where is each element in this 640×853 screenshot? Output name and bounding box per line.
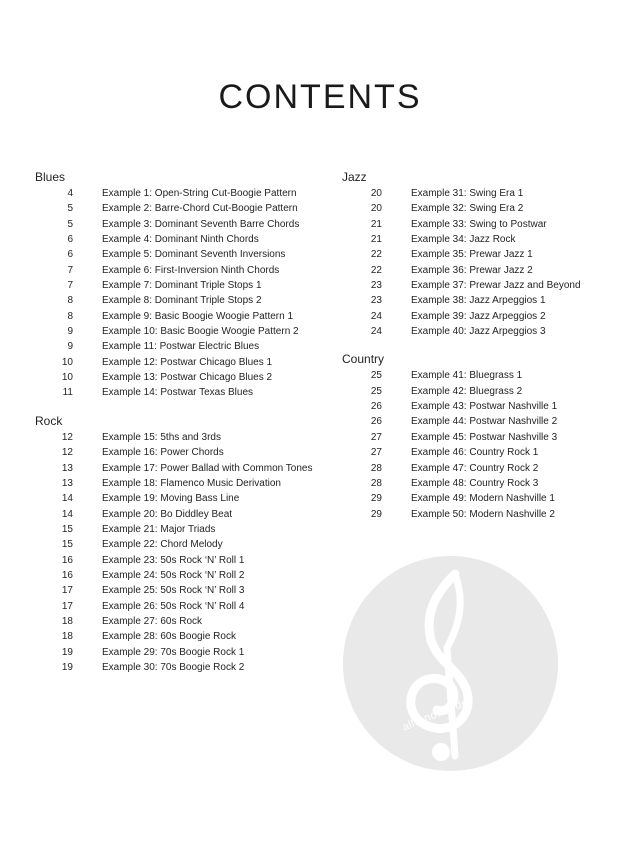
entry-title: Example 21: Major Triads: [102, 523, 216, 535]
page-number: 21: [370, 234, 382, 246]
toc-entry: [35, 491, 335, 506]
entry-title: Example 48: Country Rock 3: [411, 477, 539, 489]
toc-entry: [35, 324, 335, 339]
entry-title: Example 46: Country Rock 1: [411, 447, 539, 459]
entry-title: Example 37: Prewar Jazz and Beyond: [411, 280, 581, 292]
page-number: 9: [67, 341, 73, 353]
entry-title: Example 14: Postwar Texas Blues: [102, 387, 254, 399]
toc-entry: [342, 293, 640, 308]
toc-entry: [342, 186, 640, 201]
watermark-text: alle-noten.de: [400, 696, 471, 734]
toc-entry: [35, 370, 335, 385]
page-number: 28: [370, 462, 382, 474]
page-number: 10: [61, 372, 73, 384]
entry-title: Example 20: Bo Diddley Beat: [102, 508, 233, 520]
entry-title: Example 17: Power Ballad with Common Tones: [102, 462, 313, 474]
page-number: 5: [67, 203, 73, 215]
page-number: 23: [370, 280, 382, 292]
page-number: 23: [370, 295, 382, 307]
entry-title: Example 28: 60s Boogie Rock: [102, 631, 236, 643]
entry-title: Example 36: Prewar Jazz 2: [411, 264, 533, 276]
treble-clef-icon: [343, 556, 558, 771]
page-number: 6: [67, 234, 73, 246]
toc-entry: [35, 445, 335, 460]
entry-title: Example 13: Postwar Chicago Blues 2: [102, 372, 273, 384]
section-title: Rock: [35, 413, 63, 428]
entry-title: Example 8: Dominant Triple Stops 2: [102, 295, 262, 307]
section-title: Country: [342, 352, 385, 367]
page-number: 25: [370, 370, 382, 382]
entry-title: Example 16: Power Chords: [102, 447, 224, 459]
entry-title: Example 10: Basic Boogie Woogie Pattern 2: [102, 326, 299, 338]
toc-entry: [342, 445, 640, 460]
entry-title: Example 26: 50s Rock ‘N’ Roll 4: [102, 600, 245, 612]
entry-title: Example 27: 60s Rock: [102, 615, 203, 627]
toc-section: [35, 414, 335, 676]
page-number: 21: [370, 218, 382, 230]
toc-section: [35, 170, 335, 401]
page-number: 15: [61, 523, 73, 535]
entry-title: Example 42: Bluegrass 2: [411, 385, 523, 397]
entry-title: Example 7: Dominant Triple Stops 1: [102, 280, 262, 292]
toc-entry: [35, 278, 335, 293]
entry-title: Example 5: Dominant Seventh Inversions: [102, 249, 286, 261]
toc-entry: [342, 507, 640, 522]
page-number: 16: [61, 554, 73, 566]
page-number: 10: [61, 356, 73, 368]
page-number: 12: [61, 431, 73, 443]
page-number: 11: [62, 387, 73, 399]
entry-title: Example 38: Jazz Arpeggios 1: [411, 295, 546, 307]
toc-entry: [35, 355, 335, 370]
page-number: 29: [370, 493, 382, 505]
toc-section: [342, 352, 640, 521]
entry-title: Example 1: Open-String Cut-Boogie Pattern: [102, 188, 297, 199]
toc-entry: [342, 247, 640, 262]
page-number: 4: [67, 188, 73, 199]
entry-title: Example 41: Bluegrass 1: [411, 370, 523, 382]
page-number: 12: [61, 447, 73, 459]
toc-entry: [35, 507, 335, 522]
page-number: 19: [61, 661, 73, 673]
toc-entry: [35, 339, 335, 354]
toc-entry: [35, 583, 335, 598]
toc-entry: [342, 201, 640, 216]
entry-title: Example 31: Swing Era 1: [411, 188, 524, 199]
toc-entry: [342, 430, 640, 445]
entry-title: Example 24: 50s Rock ‘N’ Roll 2: [102, 569, 245, 581]
toc-entry: [35, 599, 335, 614]
page-number: 17: [61, 585, 73, 597]
entry-title: Example 3: Dominant Seventh Barre Chords: [102, 218, 300, 230]
toc-entry: [35, 232, 335, 247]
toc-entry: [342, 309, 640, 324]
toc-entry: [342, 384, 640, 399]
section-title: Jazz: [342, 170, 367, 184]
page-number: 7: [67, 280, 73, 292]
page-number: 27: [370, 447, 382, 459]
toc-entry: [35, 247, 335, 262]
page-number: 26: [370, 416, 382, 428]
page-number: 9: [67, 326, 73, 338]
toc-entry: [35, 293, 335, 308]
page-number: 13: [61, 462, 73, 474]
page-number: 22: [370, 264, 382, 276]
page-number: 22: [370, 249, 382, 261]
entry-title: Example 2: Barre-Chord Cut-Boogie Pattern: [102, 203, 298, 215]
page-number: 24: [370, 326, 382, 338]
toc-entry: [35, 461, 335, 476]
toc-entry: [342, 324, 640, 339]
entry-title: Example 18: Flamenco Music Derivation: [102, 477, 281, 489]
entry-title: Example 50: Modern Nashville 2: [411, 508, 555, 520]
toc-entry: [35, 660, 335, 675]
entry-title: Example 32: Swing Era 2: [411, 203, 524, 215]
toc-entry: [35, 476, 335, 491]
toc-entry: [342, 278, 640, 293]
page-number: 6: [67, 249, 73, 261]
entry-title: Example 30: 70s Boogie Rock 2: [102, 661, 245, 673]
entry-title: Example 6: First-Inversion Ninth Chords: [102, 264, 280, 276]
toc-entry: [342, 217, 640, 232]
entry-title: Example 11: Postwar Electric Blues: [102, 341, 260, 353]
entry-title: Example 19: Moving Bass Line: [102, 493, 240, 505]
page-number: 24: [370, 310, 382, 322]
entry-title: Example 45: Postwar Nashville 3: [411, 431, 558, 443]
toc-entry: [35, 217, 335, 232]
entry-title: Example 39: Jazz Arpeggios 2: [411, 310, 546, 322]
entry-title: Example 22: Chord Melody: [102, 539, 223, 551]
entry-title: Example 15: 5ths and 3rds: [102, 431, 221, 443]
page-number: 18: [61, 615, 73, 627]
entry-title: Example 4: Dominant Ninth Chords: [102, 234, 259, 246]
toc-entry: [35, 385, 335, 400]
entry-title: Example 44: Postwar Nashville 2: [411, 416, 558, 428]
entry-title: Example 35: Prewar Jazz 1: [411, 249, 533, 261]
entry-title: Example 23: 50s Rock ‘N’ Roll 1: [102, 554, 245, 566]
page-number: 20: [370, 188, 382, 199]
page-title: CONTENTS: [218, 78, 422, 116]
toc-entry: [35, 645, 335, 660]
toc-entry: [342, 263, 640, 278]
entry-title: Example 49: Modern Nashville 1: [411, 493, 555, 505]
page-number: 7: [67, 264, 73, 276]
toc-entry: [35, 553, 335, 568]
entry-title: Example 40: Jazz Arpeggios 3: [411, 326, 546, 338]
toc-entry: [35, 522, 335, 537]
toc-entry: [342, 461, 640, 476]
page-number: 25: [370, 385, 382, 397]
page-number: 20: [370, 203, 382, 215]
toc-entry: [35, 614, 335, 629]
toc-entry: [342, 476, 640, 491]
treble-clef-watermark: [343, 556, 558, 771]
toc-entry: [342, 399, 640, 414]
entry-title: Example 9: Basic Boogie Woogie Pattern 1: [102, 310, 294, 322]
page-number: 15: [61, 539, 73, 551]
toc-section: [342, 170, 640, 339]
page-number: 14: [61, 508, 73, 520]
page-number: 28: [370, 477, 382, 489]
entry-title: Example 12: Postwar Chicago Blues 1: [102, 356, 273, 368]
toc-entry: [342, 491, 640, 506]
toc-entry: [342, 414, 640, 429]
toc-entry: [35, 201, 335, 216]
toc-entry: [35, 629, 335, 644]
toc-entry: [35, 430, 335, 445]
page-number: 13: [61, 477, 73, 489]
toc-entry: [35, 568, 335, 583]
entry-title: Example 34: Jazz Rock: [411, 234, 516, 246]
page-number: 27: [370, 431, 382, 443]
toc-column-right: [342, 170, 640, 535]
toc-entry: [35, 537, 335, 552]
page-number: 26: [370, 401, 382, 413]
toc-entry: [35, 186, 335, 201]
page-number: 14: [61, 493, 73, 505]
toc-column-left: [35, 170, 335, 688]
page-number: 18: [61, 631, 73, 643]
entry-title: Example 29: 70s Boogie Rock 1: [102, 646, 245, 658]
page-number: 29: [370, 508, 382, 520]
page-number: 8: [67, 295, 73, 307]
page-number: 5: [67, 218, 73, 230]
page-number: 17: [61, 600, 73, 612]
toc-entry: [342, 368, 640, 383]
page-number: 8: [67, 310, 73, 322]
entry-title: Example 25: 50s Rock ‘N’ Roll 3: [102, 585, 245, 597]
toc-entry: [35, 263, 335, 278]
section-title: Blues: [35, 170, 66, 184]
page-number: 16: [61, 569, 73, 581]
toc-entry: [342, 232, 640, 247]
entry-title: Example 33: Swing to Postwar: [411, 218, 547, 230]
page-number: 19: [61, 646, 73, 658]
toc-entry: [35, 309, 335, 324]
entry-title: Example 43: Postwar Nashville 1: [411, 401, 558, 413]
entry-title: Example 47: Country Rock 2: [411, 462, 539, 474]
